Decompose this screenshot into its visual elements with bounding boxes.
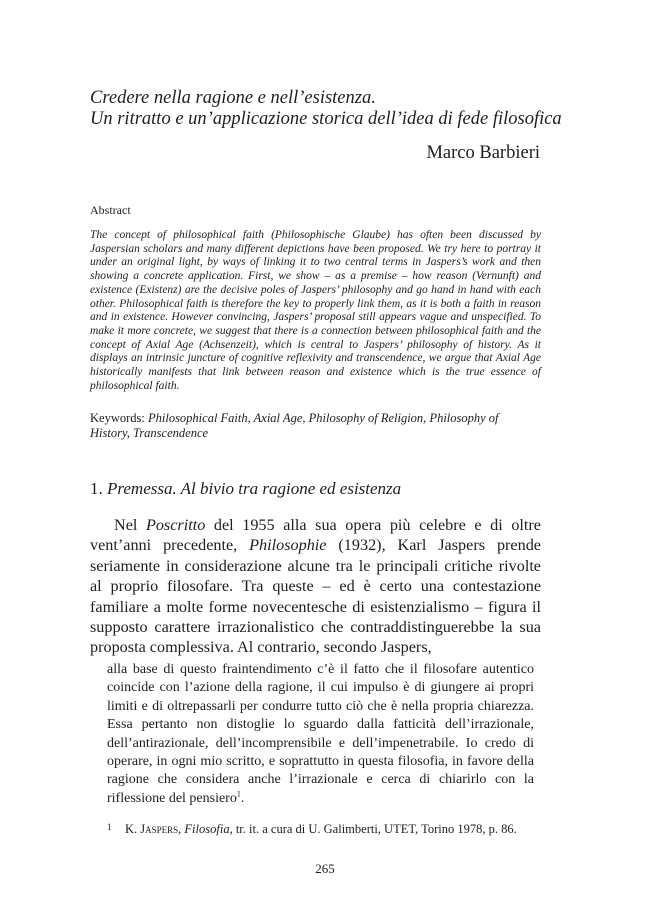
title-line-1: Credere nella ragione e nell’esistenza.	[90, 88, 376, 108]
footnote-work-title: Filosofia	[184, 822, 230, 836]
article-title	[90, 88, 562, 130]
section-title: Premessa. Al bivio tra ragione ed esistenza	[107, 479, 402, 498]
footnote-author-initial: K.	[125, 822, 141, 836]
footnote-reference[interactable]: 1	[236, 789, 241, 799]
keywords-label: Keywords:	[90, 411, 145, 425]
abstract-text: The concept of philosophical faith (Philosophische Glaube) has often been discussed by Jaspersian scholars and many different depictions have been proposed. We try here to portray it under an original light, by ways of linking it to two central terms in Jaspers’s work and then showing a concrete application. First, we show – as a premise – how reason (Vernunft) and existence (Existenz) are the decisive poles of Jaspers’ philosophy and go hand in hand with each other. Philosophical faith is therefore the key to properly link them, as it is both a faith in reason and in existence. However convincing, Jaspers’ proposal still appears vague and unspecified. To make it more concrete, we suggest that there is a connection between philosophical faith and the concept of Axial Age (Achsenzeit), which is central to Jaspers’ philosophy of history. As it displays an intrinsic juncture of cognitive reflexivity and transcendence, we argue that Axial Age historically manifests that link between reason and existence which is the true essence of philosophical faith.	[90, 229, 541, 392]
keywords	[90, 411, 541, 441]
paragraph-text-2: del 1955 alla sua opera più celebre e di oltre vent’anni precedente,	[90, 516, 541, 555]
section-heading	[90, 479, 401, 499]
footnote	[107, 822, 547, 837]
keywords-list: Philosophical Faith, Axial Age, Philosophy of Religion, Philosophy of History, Transcendence	[90, 411, 499, 440]
paragraph-italic-2: Philosophie	[249, 536, 327, 555]
block-quote: alla base di questo fraintendimento c’è il fatto che il filosofare autentico coincide con l’azione della ragione, il cui impulso è di giungere ai propri limiti e di oltrepassarli per condurre tutto ciò che è nella propria chiarezza. Essa pertanto non distoglie lo sguardo dalla fatticità dell’irrazionale, dell’antirazionale, dell’incomprensibile e dell’impenetrabile. Io credo di operare, in ogni mio scritto, e soprattutto in questa filosofia, in favore della ragione che considera anche l’irrazionale e cerca di chiarirlo con la riflessione del pensiero$^1$.	[107, 662, 534, 806]
title-line-2: Un ritratto e un’applicazione storica dell’idea di fede filosofica	[90, 109, 562, 129]
quote-text: alla base di questo fraintendimento c’è il fatto che il filosofare autentico coincide con l’azione della ragione, il cui impulso è di giungere ai propri limiti e di oltrepassarli per condurre tutto ciò che è nella propria chiarezza. Essa pertanto non distoglie lo sguardo dalla fatticità dell’irrazionale, dell’antirazionale, dell’incomprensibile e dell’impenetrabile. Io credo di operare, in ogni mio scritto, e soprattutto in questa filosofia, in favore della ragione che considera anche l’irrazionale e cerca di chiarirlo con la riflessione del pensiero	[107, 662, 534, 806]
abstract-label: Abstract	[90, 203, 131, 217]
footnote-separator: ,	[178, 822, 185, 836]
paragraph-italic-1: Poscritto	[145, 516, 206, 534]
page-number: 265	[315, 861, 335, 876]
footnote-citation-rest: , tr. it. a cura di U. Galimberti, UTET, Torino 1978, p. 86.	[229, 822, 517, 836]
paragraph-text-1: Nel	[114, 516, 146, 534]
footnote-author-surname: Jaspers	[140, 822, 179, 836]
paragraph-text-3: (1932), Karl Jaspers prende seriamente in considerazione alcune tra le principali critiche rivolte al proprio filosofare. Tra queste – ed è certo una contestazione familiare a molte forme novecentesche di esistenzialismo – figura il supposto carattere irrazionalistico che contraddistinguerebbe la sua proposta complessiva. Al contrario, secondo Jaspers,	[90, 536, 541, 657]
body-paragraph	[90, 515, 541, 658]
author-name: Marco Barbieri	[426, 143, 540, 163]
section-number: 1.	[90, 479, 103, 498]
footnote-number: 1	[107, 822, 112, 832]
